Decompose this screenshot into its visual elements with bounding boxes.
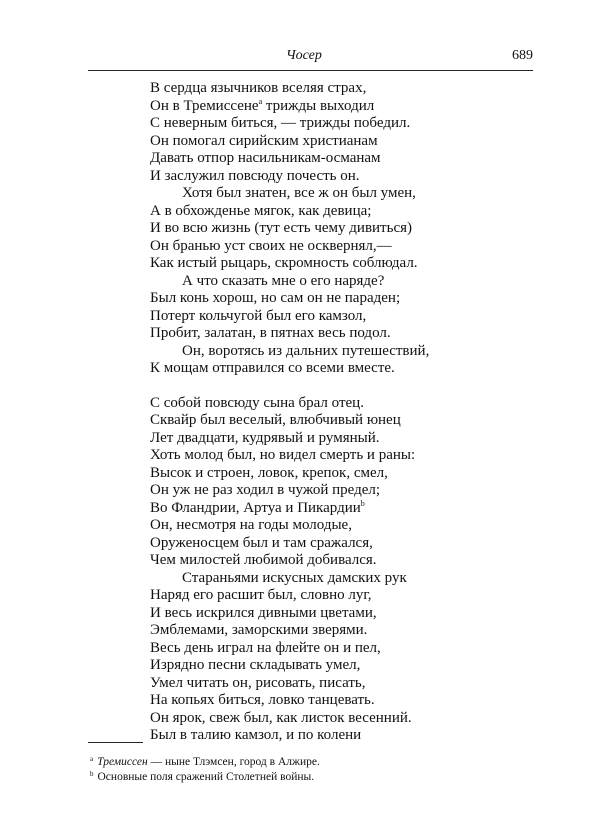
poem-line bbox=[150, 290, 470, 308]
poem-line bbox=[150, 482, 470, 500]
footnote-term: Тремиссен bbox=[97, 756, 148, 768]
line-text: Был конь хорош, но сам он не параден; bbox=[150, 290, 401, 306]
poem-line bbox=[150, 150, 470, 168]
poem-line bbox=[150, 412, 470, 430]
line-text: Умел читать он, рисовать, писать, bbox=[150, 674, 366, 691]
line-text: С неверным биться, — трижды победил. bbox=[150, 115, 411, 131]
poem-line bbox=[150, 570, 470, 588]
line-text: Он ярок, свеж был, как листок весенний. bbox=[150, 709, 412, 726]
stanza bbox=[150, 395, 470, 745]
poem-line bbox=[150, 640, 470, 658]
line-text: Лет двадцати, кудрявый и румяный. bbox=[150, 429, 380, 446]
poem-line bbox=[150, 430, 470, 448]
footnote-rule bbox=[88, 742, 143, 743]
poem-line bbox=[150, 447, 470, 465]
poem-line bbox=[150, 692, 470, 710]
poem-line bbox=[150, 657, 470, 675]
line-text: Высок и строен, ловок, крепок, смел, bbox=[150, 464, 388, 481]
poem-line bbox=[150, 395, 470, 413]
stanza-break bbox=[150, 378, 470, 395]
line-text: К мощам отправился со всеми вместе. bbox=[150, 360, 395, 376]
poem-text bbox=[150, 80, 470, 745]
line-text: Он бранью уст своих не осквернял,— bbox=[150, 237, 392, 254]
line-text: Пробит, залатан, в пятнах весь подол. bbox=[150, 325, 391, 341]
poem-line bbox=[150, 710, 470, 728]
line-text: Наряд его расшит был, словно луг, bbox=[150, 587, 372, 603]
poem-line bbox=[150, 115, 470, 133]
line-text: В сердца язычников вселяя страх, bbox=[150, 80, 367, 96]
line-text: Он помогал сирийским христианам bbox=[150, 132, 378, 149]
line-text: И заслужил повсюду почесть он. bbox=[150, 167, 360, 184]
line-text: Во Фландрии, Артуа и Пикардии bbox=[150, 499, 361, 516]
line-text: Давать отпор насильникам-османам bbox=[150, 150, 381, 166]
line-text: Сквайр был веселый, влюбчивый юнец bbox=[150, 412, 401, 428]
page-number: 689 bbox=[512, 48, 533, 63]
line-text: И во всю жизнь (тут есть чему дивиться) bbox=[150, 220, 413, 236]
line-text: трижды выходил bbox=[262, 97, 375, 114]
poem-line bbox=[150, 220, 470, 238]
poem-line bbox=[150, 80, 470, 98]
running-title: Чосер bbox=[286, 48, 322, 63]
poem-line bbox=[150, 238, 470, 256]
poem-line bbox=[150, 500, 470, 518]
stanza bbox=[150, 80, 470, 378]
poem-line bbox=[150, 308, 470, 326]
line-text: Он, воротясь из дальних путешествий, bbox=[182, 342, 430, 359]
poem-line bbox=[150, 622, 470, 640]
footnote-text: Основные поля сражений Столетней войны. bbox=[97, 771, 315, 783]
footnote bbox=[90, 752, 530, 767]
line-text: С собой повсюду сына брал отец. bbox=[150, 394, 364, 411]
line-text: Весь день играл на флейте он и пел, bbox=[150, 639, 381, 656]
poem-line bbox=[150, 185, 470, 203]
footnote-mark: b bbox=[90, 770, 94, 778]
line-text: Стараньями искусных дамских рук bbox=[182, 569, 407, 586]
line-text: Эмблемами, заморскими зверями. bbox=[150, 622, 368, 638]
poem-line bbox=[150, 168, 470, 186]
footnote bbox=[90, 767, 530, 782]
line-text: Потерт кольчугой был его камзол, bbox=[150, 307, 367, 324]
running-head bbox=[88, 48, 533, 68]
poem-line bbox=[150, 273, 470, 291]
header-rule bbox=[88, 70, 533, 71]
line-text: Чем милостей любимой добивался. bbox=[150, 552, 377, 568]
poem-line bbox=[150, 727, 470, 745]
poem-line bbox=[150, 552, 470, 570]
line-text: Был в талию камзол, и по колени bbox=[150, 727, 362, 743]
poem-line bbox=[150, 465, 470, 483]
footnotes bbox=[90, 752, 530, 782]
line-text: И весь искрился дивными цветами, bbox=[150, 604, 377, 621]
poem-line bbox=[150, 343, 470, 361]
line-text: Изрядно песни складывать умел, bbox=[150, 657, 361, 673]
poem-line bbox=[150, 587, 470, 605]
line-text: Хотя был знатен, все ж он был умен, bbox=[182, 185, 416, 201]
poem-line bbox=[150, 535, 470, 553]
footnote-ref: b bbox=[360, 498, 365, 508]
poem-line bbox=[150, 325, 470, 343]
line-text: А в обхожденье мягок, как девица; bbox=[150, 202, 372, 219]
footnote-ref: a bbox=[258, 96, 263, 106]
line-text: А что сказать мне о его наряде? bbox=[182, 272, 385, 289]
footnote-mark: a bbox=[90, 755, 94, 763]
line-text: Он уж не раз ходил в чужой предел; bbox=[150, 482, 381, 498]
poem-line bbox=[150, 98, 470, 116]
poem-line bbox=[150, 360, 470, 378]
poem-line bbox=[150, 255, 470, 273]
line-text: Хоть молод был, но видел смерть и раны: bbox=[150, 447, 416, 463]
poem-line bbox=[150, 133, 470, 151]
line-text: Он в Тремиссене bbox=[150, 97, 259, 114]
line-text: На копьях биться, ловко танцевать. bbox=[150, 692, 375, 708]
line-text: Оруженосцем был и там сражался, bbox=[150, 534, 373, 551]
poem-line bbox=[150, 517, 470, 535]
poem-line bbox=[150, 675, 470, 693]
line-text: Он, несмотря на годы молодые, bbox=[150, 517, 352, 533]
footnote-text: — ныне Тлэмсен, город в Алжире. bbox=[147, 756, 320, 768]
poem-line bbox=[150, 203, 470, 221]
line-text: Как истый рыцарь, скромность соблюдал. bbox=[150, 255, 418, 271]
poem-line bbox=[150, 605, 470, 623]
